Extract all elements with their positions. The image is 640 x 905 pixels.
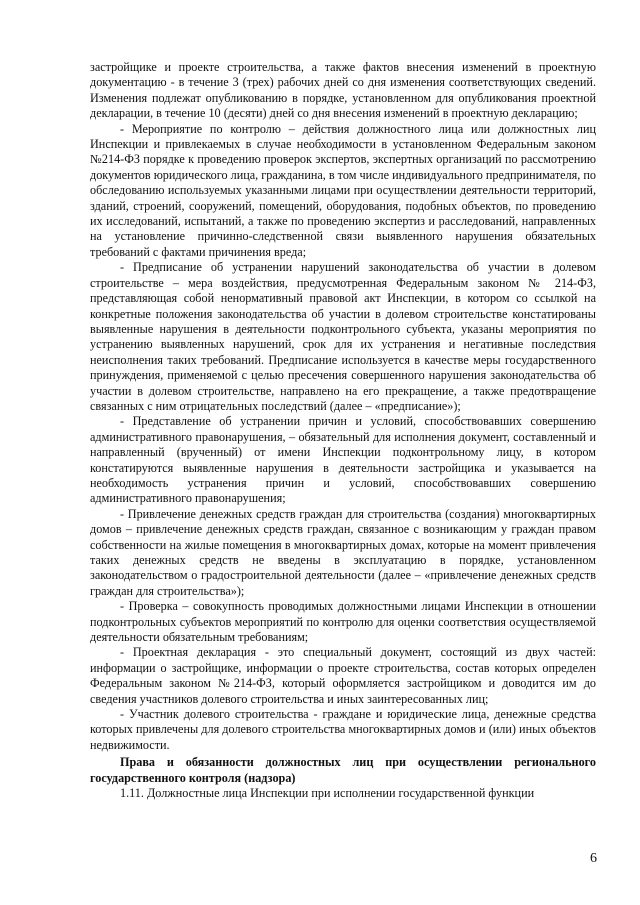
paragraph-1-11: 1.11. Должностные лица Инспекции при исполнении государственной функции: [120, 786, 535, 801]
document-body: [90, 60, 596, 802]
definition-inspection: - Проверка – совокупность проводимых должностными лицами Инспекции в отношении подконтрольных субъектов мероприятий по контролю для оценки соответствия осуществляемой деятельности обязательным требованиям;: [90, 599, 596, 645]
definition-project-declaration: - Проектная декларация - это специальный документ, состоящий из двух частей: информации о застройщике, информации о проекте строительства, состав которых определен Федеральным законом №214-ФЗ, который оформляется застройщиком и доводится им до сведения участников долевого строительства и иных заинтересованных лиц;: [90, 645, 596, 706]
section-heading: Права и обязанности должностных лиц при осуществлении регионального государственного контроля (надзора): [90, 755, 596, 785]
definition-representation: - Представление об устранении причин и условий, способствовавших совершению административного правонарушения, – обязательный для исполнения документ, составленный и направленный (врученный) от имени Инспекции подконтрольному лицу, в котором констатируются выявленные нарушения в деятельности застройщика и указывается на необходимость устранения причин и условий, способствовавших совершению административного правонарушения;: [90, 414, 596, 506]
definition-shared-participant: - Участник долевого строительства - граждане и юридические лица, денежные средства которых привлечены для долевого строительства многоквартирных домов и (или) иных объектов недвижимости.: [90, 707, 596, 752]
paragraph-intro-continuation: застройщике и проекте строительства, а также фактов внесения изменений в проектную документацию - в течение 3 (трех) рабочих дней со дня изменения соответствующих сведений. Изменения подлежат опубликованию в порядке, установленном для опубликования проектной декларации, в течение 10 (десяти) дней со дня внесения изменений в проектную декларацию;: [90, 60, 596, 121]
page-number: 6: [590, 851, 597, 866]
definition-funds-attraction: - Привлечение денежных средств граждан для строительства (создания) многоквартирных домов – привлечение денежных средств граждан, связанное с возникающим у граждан правом собственности на жилые помещения в многоквартирных домах, которые на момент привлечения таких денежных средств не введены в эксплуатацию в порядке, установленном законодательством о градостроительной деятельности (далее – «привлечение денежных средств граждан для строительства»);: [90, 506, 596, 598]
definition-control-measure: - Мероприятие по контролю – действия должностного лица или должностных лиц Инспекции и привлекаемых в случае необходимости в установленном Федеральным законом №214-ФЗ порядке к проведению проверок экспертов, экспертных организаций по рассмотрению документов юридического лица, гражданина, в том числе индивидуального предпринимателя, по обследованию используемых указанными лицами при осуществлении деятельности территорий, зданий, строений, сооружений, помещений, оборудования, подобных объектов, по проведению их исследований, испытаний, а также по проведению экспертиз и расследований, направленных на установление причинно-следственной связи выявленного нарушения обязательных требований с фактами причинения вреда;: [90, 121, 596, 259]
definition-prescription: - Предписание об устранении нарушений законодательства об участии в долевом строительстве – мера воздействия, предусмотренная Федеральным законом № 214-ФЗ, представляющая собой ненормативный правовой акт Инспекции, в котором со ссылкой на конкретные положения законодательства об участии в долевом строительстве констатированы выявленные нарушения в деятельности подконтрольного субъекта, указаны мероприятия по устранению выявленных нарушений, срок для их устранения и негативные последствия неисполнения таких требований. Предписание используется в качестве меры государственного принуждения, применяемой с целью пресечения совершенного нарушения законодательства об участии в долевом строительстве, направлено на его прекращение, а также предотвращение связанных с ним отрицательных последствий (далее – «предписание»);: [90, 260, 596, 413]
